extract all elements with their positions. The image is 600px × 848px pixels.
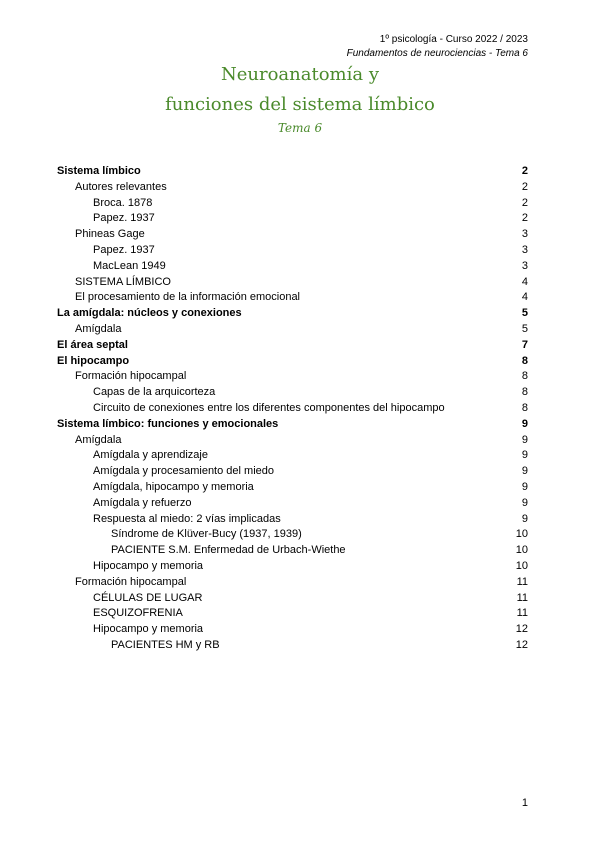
toc-entry-page: 8 [521,370,528,383]
toc-entry-label: Capas de la arquicorteza [93,386,216,399]
toc-entry[interactable] [57,322,528,338]
toc-entry-label: Autores relevantes [75,180,167,193]
toc-entry-page: 5 [521,322,528,335]
toc-entry-label: Papez. 1937 [93,212,155,225]
toc-entry-page: 9 [521,433,528,446]
toc-entry-label: Respuesta al miedo: 2 vías implicadas [93,512,281,525]
toc-entry-page: 9 [521,449,528,462]
toc-entry-label: Circuito de conexiones entre los diferentes componentes del hipocampo [93,401,445,414]
toc-entry-label: Amígdala y procesamiento del miedo [93,465,274,478]
toc-entry-label: El hipocampo [57,354,130,367]
toc-entry[interactable] [57,290,528,306]
toc-entry-label: Amígdala y aprendizaje [93,449,208,462]
toc-entry-page: 11 [516,607,528,620]
toc-entry[interactable] [57,527,528,543]
toc-entry-label: Amígdala [75,322,122,335]
toc-entry-page: 9 [521,512,528,525]
toc-entry[interactable] [57,591,528,607]
toc-entry-page: 9 [521,480,528,493]
toc-entry[interactable] [57,369,528,385]
toc-entry-page: 11 [516,575,528,588]
toc-entry[interactable] [57,211,528,227]
toc-entry[interactable] [57,543,528,559]
document-subtitle: Tema 6 [277,121,323,135]
toc-entry[interactable] [57,575,528,591]
toc-entry-page: 3 [521,259,528,272]
toc-entry[interactable] [57,638,528,654]
toc-entry[interactable] [57,227,528,243]
toc-entry-page: 12 [515,638,528,651]
toc-entry-label: Formación hipocampal [75,370,187,383]
toc-entry-page: 9 [521,496,528,509]
toc-entry[interactable] [57,243,528,259]
toc-entry[interactable] [57,259,528,275]
toc-entry-label: Broca. 1878 [93,196,153,209]
toc-entry-page: 2 [521,196,528,209]
toc-entry[interactable] [57,559,528,575]
toc-entry-label: MacLean 1949 [93,259,166,272]
toc-entry-label: SISTEMA LÍMBICO [75,275,171,288]
toc-entry-page: 8 [521,401,528,414]
toc-entry[interactable] [57,306,528,322]
toc-entry-label: Amígdala [75,433,122,446]
toc-entry[interactable] [57,512,528,528]
toc-entry-page: 12 [515,623,528,636]
toc-entry-page: 3 [521,243,528,256]
toc-entry-page: 3 [521,228,528,241]
toc-entry-page: 7 [521,338,528,351]
toc-entry[interactable] [57,433,528,449]
toc-entry-label: PACIENTES HM y RB [111,638,220,651]
toc-entry-page: 10 [515,528,528,541]
toc-entry-label: ESQUIZOFRENIA [93,607,183,620]
toc-entry-label: Amígdala y refuerzo [93,496,192,509]
toc-entry[interactable] [57,338,528,354]
toc-entry[interactable] [57,164,528,180]
toc-entry[interactable] [57,275,528,291]
toc-entry[interactable] [57,354,528,370]
toc-entry[interactable] [57,606,528,622]
toc-entry[interactable] [57,448,528,464]
toc-entry-label: Síndrome de Klüver-Bucy (1937, 1939) [111,528,302,541]
toc-entry-label: Hipocampo y memoria [93,559,204,572]
page-number: 1 [521,797,528,809]
toc-entry-page: 4 [521,291,528,304]
toc-entry-page: 8 [521,354,528,367]
toc-entry-label: Sistema límbico: funciones y emocionales [57,417,279,430]
page-header [347,33,528,61]
toc-entry[interactable] [57,385,528,401]
toc-entry-label: Formación hipocampal [75,575,187,588]
toc-entry-page: 10 [515,544,528,557]
toc-entry-page: 9 [521,465,528,478]
course-label: 1º psicología - Curso 2022 / 2023 [379,34,528,45]
toc-entry-label: Phineas Gage [75,228,145,241]
toc-entry-page: 2 [521,212,528,225]
toc-entry-label: Amígdala, hipocampo y memoria [93,480,254,493]
toc-entry-label: PACIENTE S.M. Enfermedad de Urbach-Wiethe [111,544,346,557]
toc-entry-label: Papez. 1937 [93,243,155,256]
toc-entry[interactable] [57,496,528,512]
table-of-contents [57,164,528,654]
toc-entry-label: CÉLULAS DE LUGAR [93,591,203,604]
toc-entry-page: 11 [516,591,528,604]
toc-entry-label: La amígdala: núcleos y conexiones [57,307,242,320]
toc-entry-page: 2 [521,180,528,193]
toc-entry-label: El procesamiento de la información emocional [75,291,301,304]
toc-entry-page: 10 [515,559,528,572]
toc-entry[interactable] [57,480,528,496]
toc-entry-label: Sistema límbico [57,165,141,177]
toc-entry[interactable] [57,417,528,433]
toc-entry[interactable] [57,464,528,480]
toc-entry-label: Hipocampo y memoria [93,623,204,636]
toc-entry[interactable] [57,401,528,417]
toc-entry-page: 8 [521,386,528,399]
toc-entry-page: 2 [521,165,528,177]
toc-entry-label: El área septal [57,338,128,351]
toc-entry-page: 9 [521,417,528,430]
document-title-line2: funciones del sistema límbico [165,94,435,115]
toc-entry[interactable] [57,196,528,212]
toc-entry-page: 5 [521,307,528,320]
toc-entry[interactable] [57,622,528,638]
toc-entry[interactable] [57,180,528,196]
toc-entry-page: 4 [521,275,528,288]
subject-label: Fundamentos de neurociencias - Tema 6 [346,48,528,59]
document-title-line1: Neuroanatomía y [220,64,379,85]
